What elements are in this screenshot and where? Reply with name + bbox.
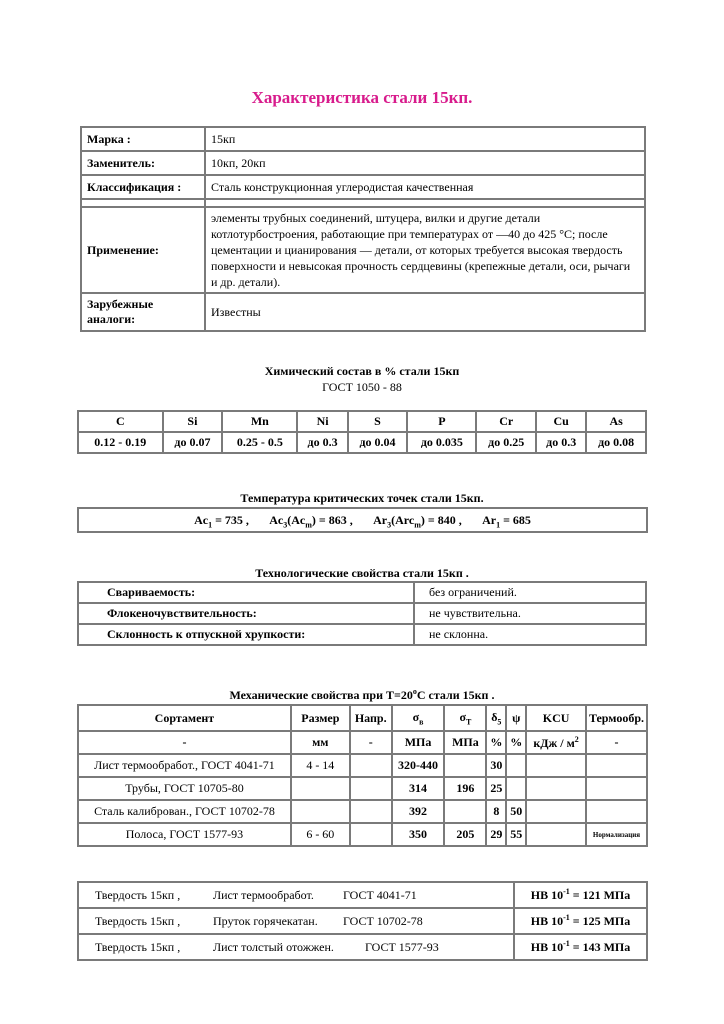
steel-info-table [80,126,646,332]
ac3-point: $Ac_3(Ac_m) = 863$ , [269,513,353,530]
primenenie-value: элементы трубных соединений, штуцера, вилки и другие детали котлотурбостроения, работающие при температурах от —40 до 425 °С; после цементации и цианирования — детали, от которых требуется высокая твердость поверхности и невысокая прочность сердцевины (крепежные детали, оси, рычаги и др. детали). [205,207,645,293]
table-row: Полоса, ГОСТ 1577-93 6 - 60 350 205 29 55 Нормализация [78,823,647,846]
marka-value: 15кп [205,127,645,151]
crit-title: Температура критических точек стали 15кп. [240,491,484,505]
u-sigma-v: МПа [392,731,445,754]
tech-value: не чувствительна. [414,603,646,624]
u-razmer: мм [291,731,350,754]
tech-label: Свариваемость: [78,582,414,603]
h-kcu: KCU [526,705,586,731]
h-sigma-t: $\sigma_T$ [444,705,486,731]
h-razmer: Размер [291,705,350,731]
zamenitel-label: Заменитель: [81,151,205,175]
chem-table [77,410,647,454]
chem-header: Cu [536,411,586,432]
mech-table [77,704,648,847]
u-kcu: кДж / $м^2$ [526,731,586,754]
tech-table [77,581,647,646]
h-sortament: Сортамент [78,705,291,731]
hardness-row: Твердость 15кп , Лист толстый отожжен. ГОСТ 1577-93 НВ $10^{-1} = 143$ МПа [78,934,647,960]
chem-value: до 0.04 [348,432,408,453]
chem-header: P [407,411,476,432]
chem-value: 0.12 - 0.19 [78,432,163,453]
zamenitel-value: 10кп, 20кп [205,151,645,175]
analogi-label: Зарубежные аналоги: [81,293,205,331]
chem-value: до 0.07 [163,432,223,453]
chem-value: до 0.3 [536,432,586,453]
marka-label: Марка : [81,127,205,151]
page-title: Характеристика стали 15кп. [251,88,473,107]
chem-header: Ni [297,411,347,432]
ar3-point: $Ar_3(Arc_m) = 840$ , [373,513,462,530]
table-row: Сталь калиброван., ГОСТ 10702-78 392 8 50 [78,800,647,823]
ar1-point: $Ar_1 = 685$ [482,513,531,530]
chem-gost: ГОСТ 1050 - 88 [322,380,402,394]
tech-title: Технологические свойства стали 15кп . [255,566,469,580]
chem-title: Химический состав в % стали 15кп [264,364,460,378]
hardness-row: Твердость 15кп , Лист термообработ. ГОСТ 4041-71 НВ $10^{-1} = 121$ МПа [78,882,647,908]
crit-points [77,507,648,533]
chem-header: Mn [222,411,297,432]
h-psi: ψ [506,705,526,731]
primenenie-label: Применение: [81,207,205,293]
u-napr: - [350,731,392,754]
chem-header: As [586,411,646,432]
chem-header: S [348,411,408,432]
chem-value: до 0.25 [476,432,536,453]
klass-value: Сталь конструкционная углеродистая качественная [205,175,645,199]
chem-header: Cr [476,411,536,432]
mech-title: Механические свойства при $Т=20^oС$ стали 15кп . [229,687,495,702]
chem-header: C [78,411,163,432]
ac1-point: $Ac_1 = 735$ , [194,513,249,530]
analogi-value: Известны [205,293,645,331]
chem-value: до 0.08 [586,432,646,453]
h-delta: $\delta_5$ [486,705,506,731]
u-delta: % [486,731,506,754]
klass-label: Классификация : [81,175,205,199]
tech-label: Склонность к отпускной хрупкости: [78,624,414,645]
chem-header: Si [163,411,223,432]
h-sigma-v: $\sigma_в$ [392,705,445,731]
tech-value: не склонна. [414,624,646,645]
tech-label: Флокеночувствительность: [78,603,414,624]
h-termo: Термообр. [586,705,647,731]
tech-value: без ограничений. [414,582,646,603]
u-psi: % [506,731,526,754]
chem-value: до 0.3 [297,432,347,453]
u-sortament: - [78,731,291,754]
chem-value: до 0.035 [407,432,476,453]
u-sigma-t: МПа [444,731,486,754]
h-napr: Напр. [350,705,392,731]
hardness-table [77,881,648,961]
table-row: Лист термообработ., ГОСТ 4041-71 4 - 14 320-440 30 [78,754,647,777]
hardness-row: Твердость 15кп , Пруток горячекатан. ГОСТ 10702-78 НВ $10^{-1} = 125$ МПа [78,908,647,934]
u-termo: - [586,731,647,754]
chem-value: 0.25 - 0.5 [222,432,297,453]
table-row: Трубы, ГОСТ 10705-80 314 196 25 [78,777,647,800]
